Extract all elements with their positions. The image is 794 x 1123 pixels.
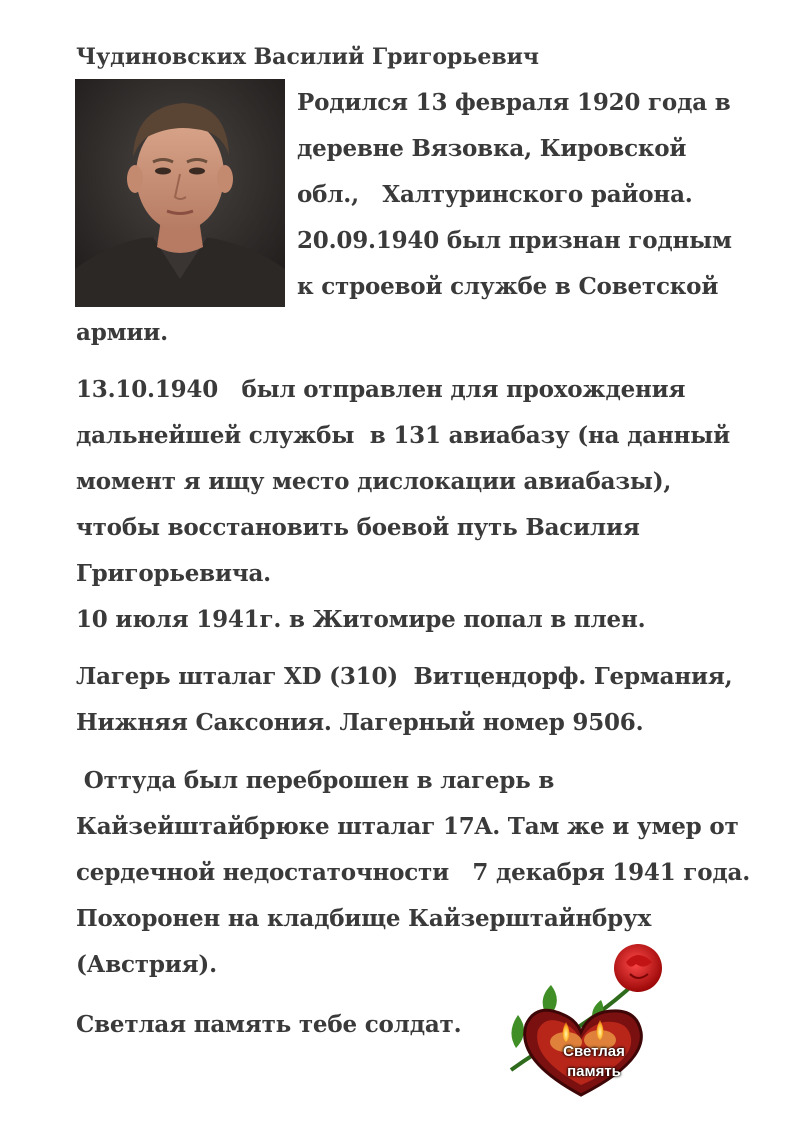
text-line: Оттуда был переброшен в лагерь в: [76, 767, 555, 794]
page-title: Чудиновских Василий Григорьевич: [76, 44, 540, 70]
text-line: чтобы восстановить боевой путь Василия: [76, 514, 640, 541]
text-line: Лагерь шталаг XD (310) Витцендорф. Германия,: [76, 663, 733, 690]
text-line: 10 июля 1941г. в Житомире попал в плен.: [76, 606, 646, 633]
memorial-emblem: [496, 940, 666, 1100]
text-line: 13.10.1940 был отправлен для прохождения: [76, 376, 686, 403]
text-line: дальнейшей службы в 131 авиабазу (на данный: [76, 422, 730, 449]
closing-line: Светлая память тебе солдат.: [76, 1011, 462, 1038]
portrait-photo: [75, 79, 285, 307]
text-line: Родился 13 февраля 1920 года в: [297, 89, 731, 116]
text-line: Похоронен на кладбище Кайзерштайнбрух: [76, 905, 652, 932]
text-line: 20.09.1940 был признан годным: [297, 227, 732, 254]
text-line: армии.: [76, 319, 168, 346]
text-line: Кайзейштайбрюке шталаг 17A. Там же и умер от: [76, 813, 739, 840]
text-line: (Австрия).: [76, 951, 217, 978]
text-line: к строевой службе в Советской: [297, 273, 719, 300]
emblem-caption-line2: память: [567, 1063, 621, 1080]
text-line: сердечной недостаточности 7 декабря 1941 года.: [76, 859, 750, 886]
text-line: момент я ищу место дислокации авиабазы),: [76, 468, 672, 495]
text-line: обл., Халтуринского района.: [297, 181, 693, 208]
emblem-caption-line1: Светлая: [563, 1043, 625, 1060]
text-line: деревне Вязовка, Кировской: [297, 135, 687, 162]
text-line: Григорьевича.: [76, 560, 271, 587]
text-line: Нижняя Саксония. Лагерный номер 9506.: [76, 709, 644, 736]
portrait-icon: [75, 79, 285, 307]
emblem-caption: [548, 1042, 640, 1082]
